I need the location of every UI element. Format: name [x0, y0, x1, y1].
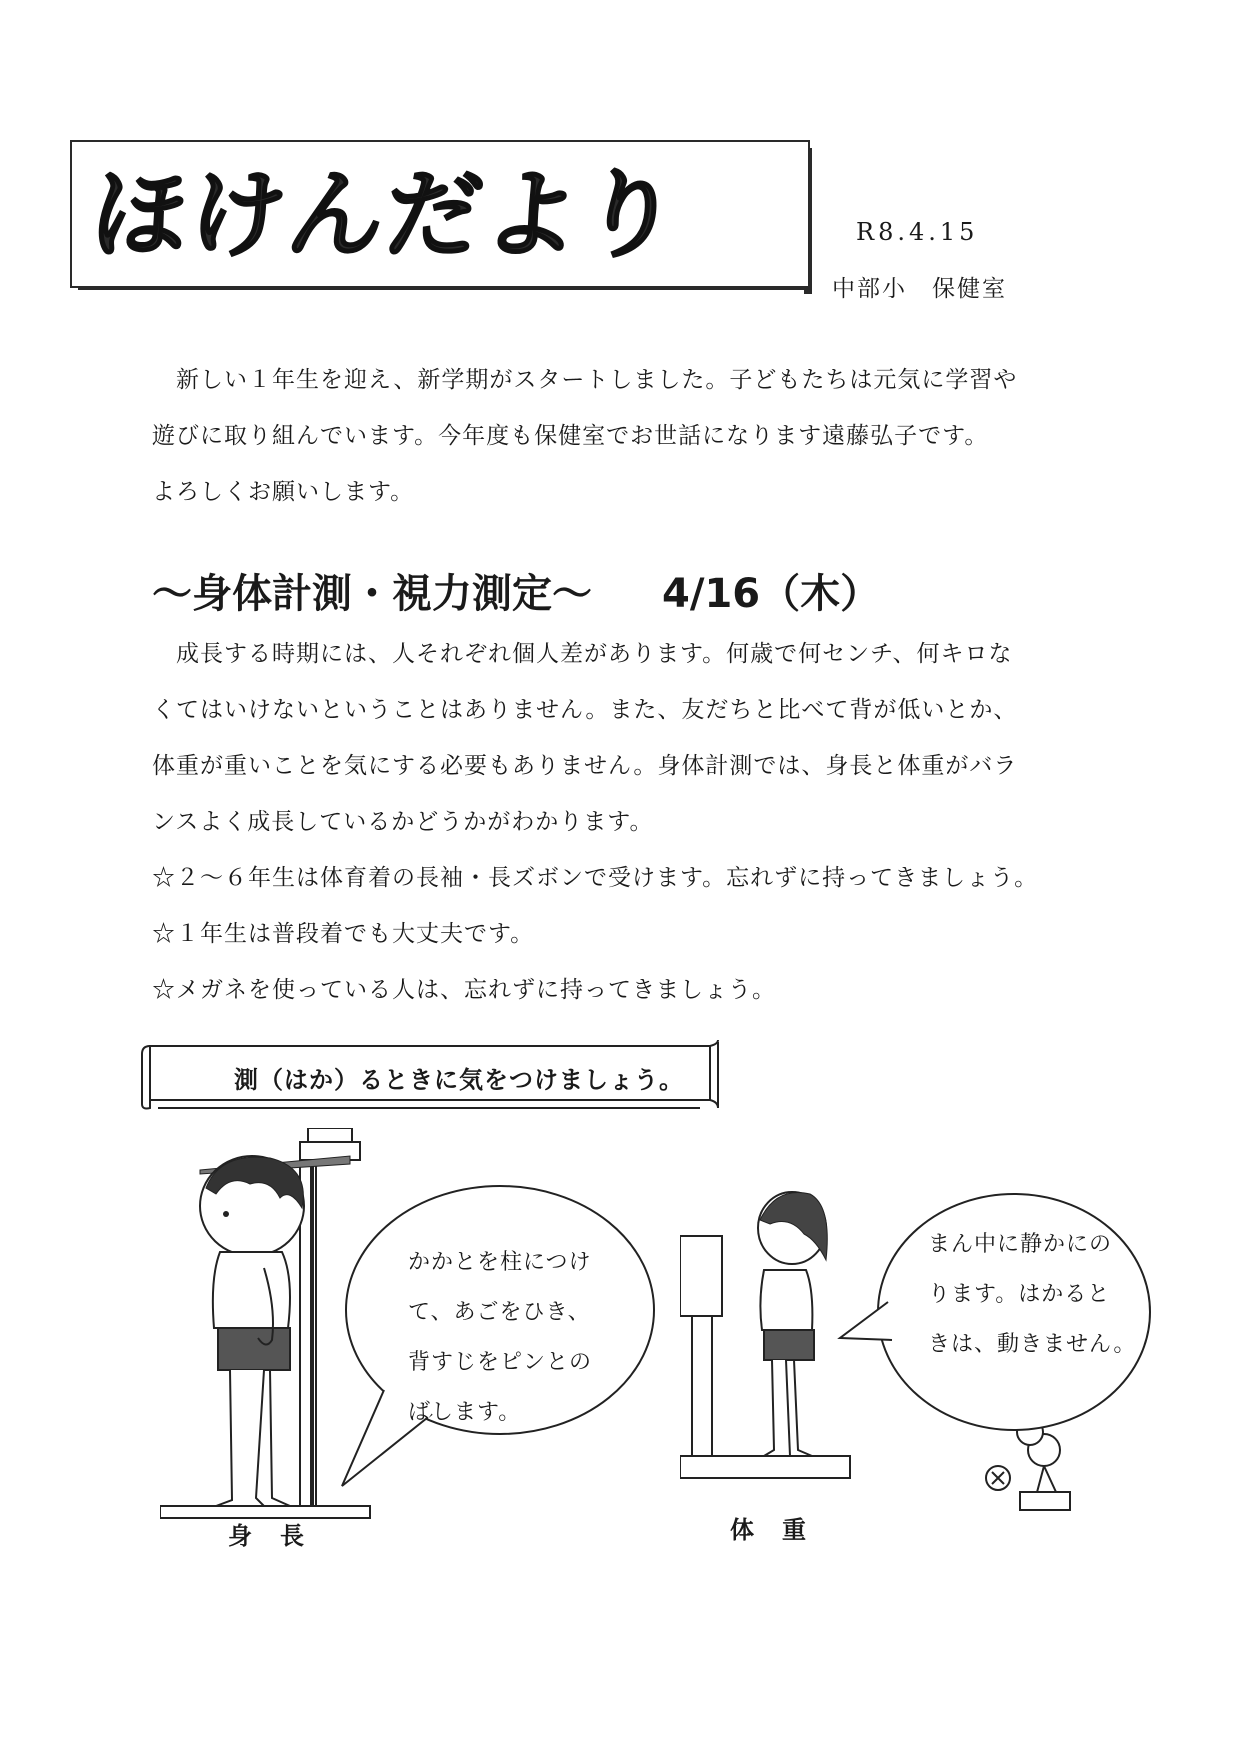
bubble-line: きは、動きません。	[928, 1332, 1137, 1357]
intro-line: 新しい１年生を迎え、新学期がスタートしました。子どもたちは元気に学習や	[176, 367, 1018, 393]
intro-line: よろしくお願いします。	[152, 479, 415, 505]
height-bubble-text	[408, 1238, 592, 1438]
intro-paragraph	[152, 352, 1017, 520]
body-line: くてはいけないということはありません。また、友だちと比べて背が低いとか、	[152, 697, 1018, 723]
bubble-line: ばします。	[408, 1400, 522, 1425]
body-line: 成長する時期には、人それぞれ個人差があります。何歳で何センチ、何キロな	[176, 641, 1013, 667]
body-line: ☆１年生は普段着でも大丈夫です。	[152, 921, 535, 947]
banner-text: 測（はか）るときに気をつけましょう。	[234, 1066, 684, 1094]
bubble-line: て、あごをひき、	[408, 1300, 591, 1325]
issuer-office: 中部小 保健室	[832, 276, 1007, 302]
bubble-line: 背すじをピンとの	[408, 1350, 593, 1375]
weight-bubble-text	[928, 1220, 1136, 1370]
body-line: ンスよく成長しているかどうかがわかります。	[152, 809, 654, 835]
bubble-line: ります。はかると	[928, 1282, 1111, 1307]
body-line: ☆２～６年生は体育着の長袖・長ズボンで受けます。忘れずに持ってきましょう。	[152, 865, 1039, 891]
body-line: ☆メガネを使っている人は、忘れずに持ってきましょう。	[152, 977, 776, 1003]
bubble-line: かかとを柱につけ	[408, 1250, 592, 1275]
section-heading	[152, 562, 880, 619]
bubble-line: まん中に静かにの	[928, 1232, 1113, 1257]
section-heading-date: 4/16（木）	[662, 571, 881, 617]
issue-date: R8.4.15	[856, 218, 979, 246]
section-heading-title: ～身体計測・視力測定～	[152, 571, 592, 617]
body-line: 体重が重いことを気にする必要もありません。身体計測では、身長と体重がバラ	[152, 753, 1018, 779]
intro-line: 遊びに取り組んでいます。今年度も保健室でお世話になります遠藤弘子です。	[152, 423, 989, 449]
section-body	[152, 626, 1038, 1018]
height-caption: 身長	[228, 1522, 332, 1550]
newsletter-title: ほけんだより	[86, 159, 686, 271]
weight-caption: 体重	[730, 1516, 834, 1544]
